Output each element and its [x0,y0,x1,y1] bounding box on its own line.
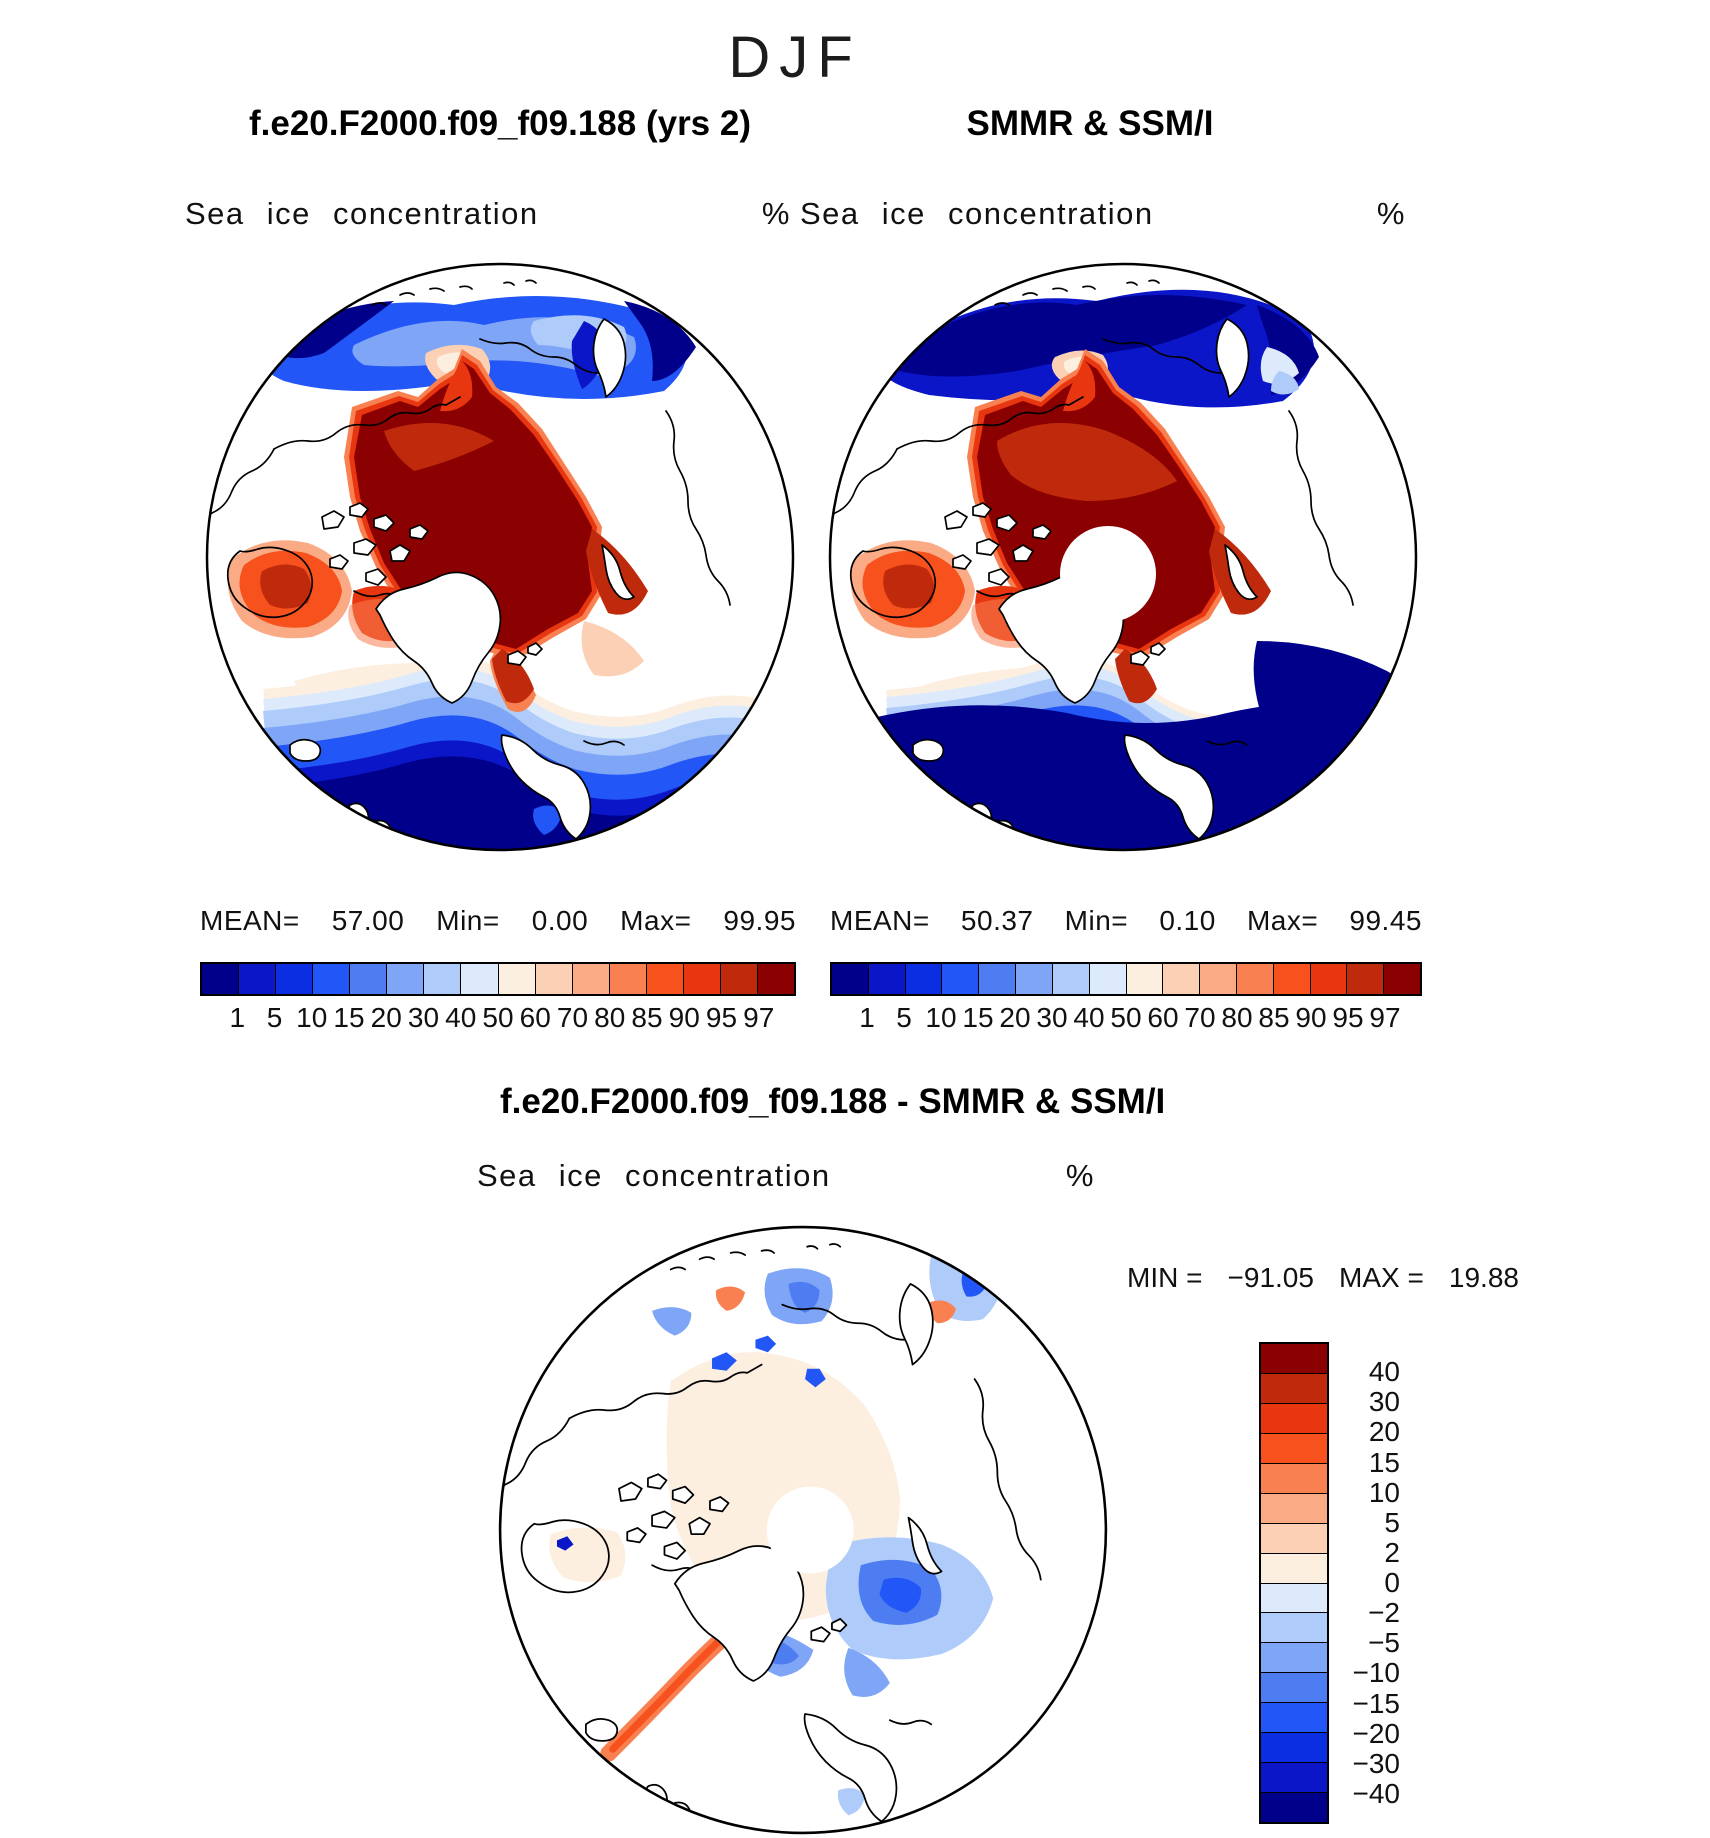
obs-pole-hole [1060,526,1156,622]
obs-stats-row [830,905,1422,937]
model-units-label: % [761,196,791,231]
diff-panel-title: f.e20.F2000.f09_f09.188 - SMMR & SSM/I [500,1082,1166,1121]
model-mean-value: 57.00 [331,905,405,936]
diff-max-value: 19.88 [1448,1262,1519,1293]
model-map [204,261,796,853]
diff-subtitle-row [477,1158,1095,1194]
obs-mean-value: 50.37 [960,905,1034,936]
diff-colorbar [1259,1342,1329,1824]
obs-mean-label: MEAN= [830,905,930,936]
obs-panel-title: SMMR & SSM/I [966,104,1214,143]
diff-pole-hole [767,1487,854,1574]
obs-min-label: Min= [1064,905,1129,936]
season-title: DJF [728,25,862,90]
model-mean-label: MEAN= [200,905,300,936]
model-min-label: Min= [436,905,500,936]
diff-min-label: MIN = [1127,1262,1203,1293]
obs-var-label: Sea ice concentration [800,196,1154,231]
obs-max-label: Max= [1246,905,1319,936]
obs-colorbar [830,962,1422,996]
diff-colorbar-ticks: 40 30 20 15 10 5 2 0 −2 −5 −10 −15 −20 −30 −40 [1352,1356,1400,1809]
obs-max-value: 99.45 [1349,905,1422,936]
obs-units-label: % [1376,196,1406,231]
model-var-label: Sea ice concentration [185,196,539,231]
diff-map [497,1224,1109,1836]
model-subtitle-row [185,196,791,232]
obs-map [827,261,1419,853]
obs-colorbar-ticks: 1 5 10 15 20 30 40 50 60 70 80 85 90 95 97 [859,1002,1401,1033]
diff-min-value: −91.05 [1227,1262,1314,1293]
diff-units-label: % [1065,1158,1095,1193]
obs-min-value: 0.10 [1159,905,1216,936]
model-stats-row [200,905,796,937]
diff-var-label: Sea ice concentration [477,1158,831,1193]
model-min-value: 0.00 [531,905,589,936]
obs-subtitle-row [800,196,1406,232]
model-max-value: 99.95 [723,905,796,936]
model-colorbar-ticks: 1 5 10 15 20 30 40 50 60 70 80 85 90 95 97 [229,1002,775,1033]
model-colorbar [200,962,796,996]
model-panel-title: f.e20.F2000.f09_f09.188 (yrs 2) [249,104,751,143]
diff-stats-row [1127,1262,1519,1294]
diff-max-label: MAX = [1339,1262,1424,1293]
model-max-label: Max= [620,905,692,936]
